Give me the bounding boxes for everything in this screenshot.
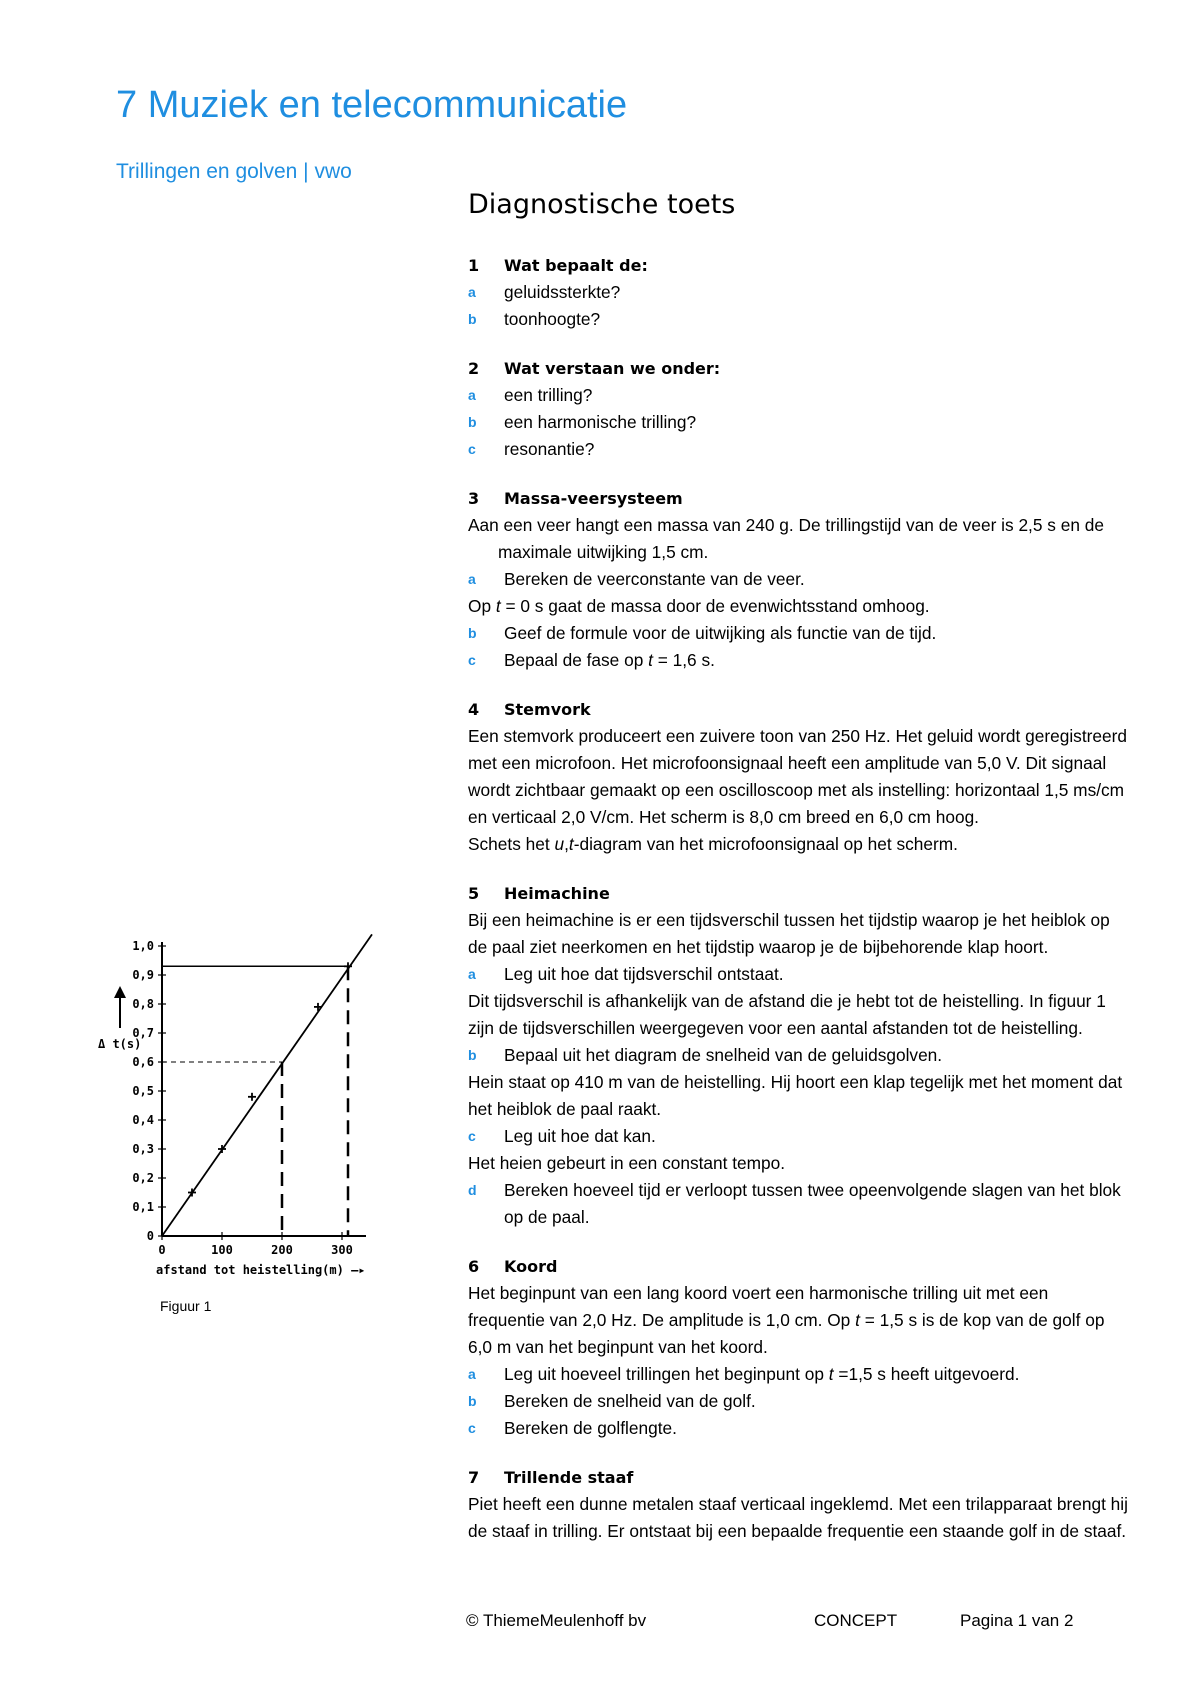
y-tick-label: 0,2	[132, 1171, 154, 1185]
subtitle: Trillingen en golven | vwo	[116, 160, 352, 183]
question-paragraph: Piet heeft een dunne metalen staaf verticaal ingeklemd. Met een trilapparaat brengt hij de staaf in trilling. Er ontstaat bij een bepaalde frequentie een staande golf in de staaf.	[468, 1494, 1128, 1541]
sub-question-text: Bepaal uit het diagram de snelheid van de geluidsgolven.	[504, 1045, 943, 1065]
sub-question-text: toonhoogte?	[504, 309, 601, 329]
sub-question-c	[468, 1123, 1128, 1150]
sub-question-a	[468, 961, 1128, 988]
trend-line	[162, 934, 372, 1236]
figure-1-chart	[96, 880, 396, 1280]
variable: t	[855, 1310, 860, 1330]
x-axis-label: afstand tot heistelling(m) —▸	[156, 1263, 366, 1277]
question-heading	[468, 355, 1128, 382]
question-heading	[468, 1253, 1128, 1280]
sub-question-letter: a	[468, 571, 476, 587]
sub-question-a	[468, 1361, 1128, 1388]
sub-question-a	[468, 382, 1128, 409]
question-title: Massa-veersysteem	[504, 489, 683, 508]
sub-question-c	[468, 647, 1128, 674]
question-6	[468, 1253, 1128, 1442]
question-heading	[468, 252, 1128, 279]
question-number: 4	[468, 700, 480, 719]
footer-copyright: © ThiemeMeulenhoff bv	[466, 1611, 647, 1630]
y-axis-label: Δ t(s)	[98, 1037, 142, 1051]
sub-question-letter: c	[468, 652, 476, 668]
question-number: 2	[468, 359, 480, 378]
y-tick-label: 0,3	[132, 1142, 154, 1156]
y-tick-label: 1,0	[132, 939, 154, 953]
question-title: Koord	[504, 1257, 558, 1276]
question-2	[468, 355, 1128, 463]
question-heading	[468, 485, 1128, 512]
y-tick-label: 0,9	[132, 968, 154, 982]
sub-question-text: een trilling?	[504, 385, 593, 405]
sub-question-text: Bereken de veerconstante van de veer.	[504, 569, 805, 589]
sub-question-b	[468, 306, 1128, 333]
question-list	[468, 252, 1128, 1567]
y-tick-label: 0	[146, 1229, 154, 1243]
question-title: Heimachine	[504, 884, 610, 903]
question-paragraph: Het beginpunt van een lang koord voert een harmonische trilling uit met een frequentie van 2,0 Hz. De amplitude is 1,0 cm. Op t = 1,5 s is de kop van de golf op 6,0 m van het beginpunt van het koord.	[468, 1283, 1105, 1357]
sub-question-letter: b	[468, 1047, 477, 1063]
question-number: 7	[468, 1468, 480, 1487]
sub-question-text: Leg uit hoeveel trillingen het beginpunt op t =1,5 s heeft uitgevoerd.	[504, 1364, 1020, 1384]
question-number: 6	[468, 1257, 480, 1276]
data-point	[248, 1093, 256, 1101]
x-tick-label: 200	[271, 1243, 293, 1257]
y-tick-label: 0,6	[132, 1055, 154, 1069]
question-title: Wat bepaalt de:	[504, 256, 648, 275]
question-title: Wat verstaan we onder:	[504, 359, 721, 378]
sub-question-letter: a	[468, 387, 476, 403]
sub-question-letter: b	[468, 414, 477, 430]
sub-question-text: Leg uit hoe dat kan.	[504, 1126, 656, 1146]
sub-question-letter: b	[468, 311, 477, 327]
question-1	[468, 252, 1128, 333]
sub-question-letter: b	[468, 625, 477, 641]
sub-question-letter: c	[468, 1420, 476, 1436]
sub-question-text: Bepaal de fase op t = 1,6 s.	[504, 650, 715, 670]
sub-question-text: Geef de formule voor de uitwijking als functie van de tijd.	[504, 623, 937, 643]
arrow-up-icon	[114, 986, 126, 998]
question-title: Stemvork	[504, 700, 591, 719]
sub-question-letter: c	[468, 1128, 476, 1144]
question-paragraph: Aan een veer hangt een massa van 240 g. De trillingstijd van de veer is 2,5 s en de maximale uitwijking 1,5 cm.	[468, 515, 1104, 562]
question-paragraph: Schets het u,t-diagram van het microfoonsignaal op het scherm.	[468, 834, 958, 854]
sub-question-text: een harmonische trilling?	[504, 412, 697, 432]
sub-question-letter: a	[468, 284, 476, 300]
question-paragraph: Dit tijdsverschil is afhankelijk van de afstand die je hebt tot de heistelling. In figuur 1 zijn de tijdsverschillen weergegeven voor een aantal afstanden tot de heistelling.	[468, 991, 1106, 1038]
sub-question-text: resonantie?	[504, 439, 595, 459]
variable: t	[828, 1364, 834, 1384]
variable: u	[554, 834, 565, 854]
question-title: Trillende staaf	[504, 1468, 634, 1487]
sub-question-text: Bereken de snelheid van de golf.	[504, 1391, 756, 1411]
question-3	[468, 485, 1128, 674]
question-7	[468, 1464, 1128, 1545]
sub-question-text: Bereken de golflengte.	[504, 1418, 677, 1438]
sub-question-b	[468, 620, 1128, 647]
sub-question-text: Leg uit hoe dat tijdsverschil ontstaat.	[504, 964, 784, 984]
variable: t	[568, 834, 574, 854]
sub-question-letter: c	[468, 441, 476, 457]
question-number: 3	[468, 489, 480, 508]
sub-question-b	[468, 1388, 1128, 1415]
sub-question-b	[468, 409, 1128, 436]
question-paragraph: Hein staat op 410 m van de heistelling. Hij hoort een klap tegelijk met het moment dat het heiblok de paal raakt.	[468, 1072, 1123, 1119]
question-5	[468, 880, 1128, 1231]
sub-question-b	[468, 1042, 1128, 1069]
chapter-title: 7 Muziek en telecommunicatie	[116, 84, 628, 126]
question-number: 1	[468, 256, 480, 275]
x-tick-label: 100	[211, 1243, 233, 1257]
y-tick-label: 0,7	[132, 1026, 154, 1040]
sub-question-text: geluidssterkte?	[504, 282, 621, 302]
document-heading: Diagnostische toets	[468, 189, 736, 220]
x-tick-label: 0	[158, 1243, 166, 1257]
sub-question-letter: a	[468, 1366, 476, 1382]
question-heading	[468, 696, 1128, 723]
question-number: 5	[468, 884, 480, 903]
y-tick-label: 0,8	[132, 997, 154, 1011]
question-paragraph: Bij een heimachine is er een tijdsverschil tussen het tijdstip waarop je het heiblok op de paal ziet neerkomen en het tijdstip waarop je de bijbehorende klap hoort.	[468, 910, 1110, 957]
y-tick-label: 0,4	[132, 1113, 154, 1127]
data-point	[314, 1003, 322, 1011]
y-tick-label: 0,5	[132, 1084, 154, 1098]
sub-question-a	[468, 566, 1128, 593]
figure-caption: Figuur 1	[160, 1298, 212, 1314]
sub-question-letter: b	[468, 1393, 477, 1409]
variable: t	[648, 650, 653, 670]
y-tick-label: 0,1	[132, 1200, 154, 1214]
question-4	[468, 696, 1128, 858]
footer-page-number: Pagina 1 van 2	[960, 1611, 1074, 1630]
footer-status: CONCEPT	[814, 1611, 898, 1630]
question-paragraph: Op t = 0 s gaat de massa door de evenwichtsstand omhoog.	[468, 596, 930, 616]
sub-question-letter: a	[468, 966, 476, 982]
sub-question-d	[468, 1177, 1128, 1231]
sub-question-c	[468, 1415, 1128, 1442]
question-paragraph: Een stemvork produceert een zuivere toon van 250 Hz. Het geluid wordt geregistreerd met een microfoon. Het microfoonsignaal heeft een amplitude van 5,0 V. Dit signaal wordt zichtbaar gemaakt op een oscilloscoop met als instelling: horizontaal 1,5 ms/cm en verticaal 2,0 V/cm. Het scherm is 8,0 cm breed en 6,0 cm hoog.	[468, 726, 1127, 827]
sub-question-letter: d	[468, 1182, 477, 1198]
variable: t	[495, 596, 501, 616]
x-tick-label: 300	[331, 1243, 353, 1257]
question-heading	[468, 880, 1128, 907]
sub-question-c	[468, 436, 1128, 463]
sub-question-a	[468, 279, 1128, 306]
question-heading	[468, 1464, 1128, 1491]
sub-question-text: Bereken hoeveel tijd er verloopt tussen twee opeenvolgende slagen van het blok op de paal.	[504, 1180, 1121, 1227]
question-paragraph: Het heien gebeurt in een constant tempo.	[468, 1153, 786, 1173]
